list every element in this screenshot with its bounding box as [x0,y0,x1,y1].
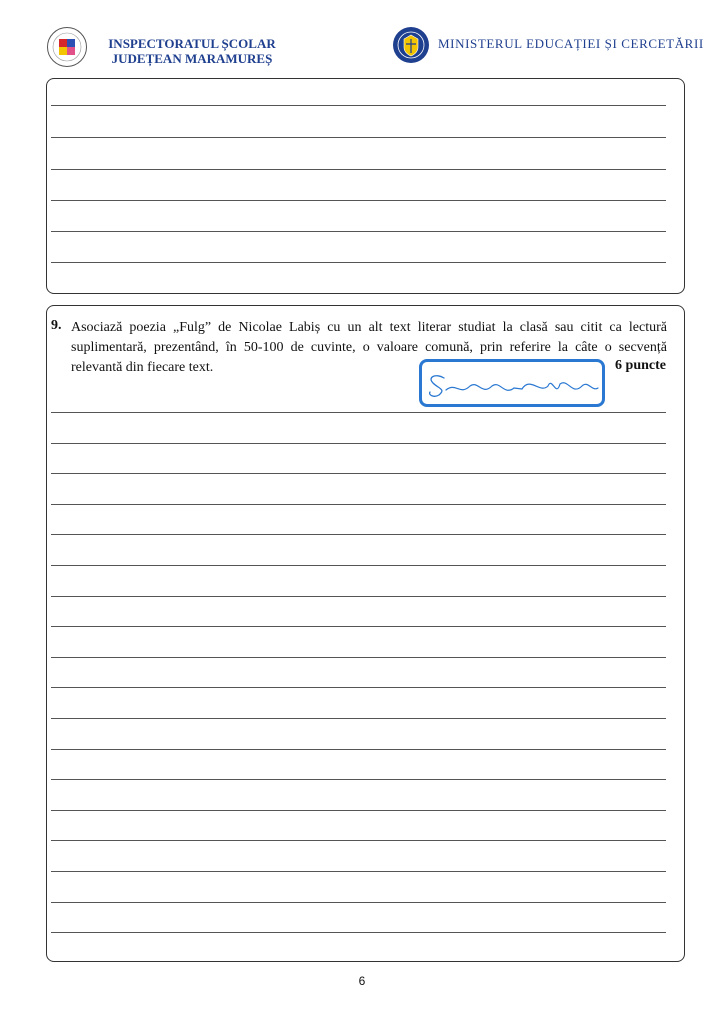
isj-title-line2: JUDEȚEAN MARAMUREȘ [111,51,273,66]
answer-line[interactable] [51,749,666,750]
continued-answer-box [46,78,685,294]
answer-line[interactable] [51,932,666,933]
answer-line[interactable] [51,565,666,566]
answer-line[interactable] [51,871,666,872]
ministry-coat-of-arms-logo [392,26,430,64]
answer-line[interactable] [51,779,666,780]
answer-line[interactable] [51,902,666,903]
ministry-title: MINISTERUL EDUCAȚIEI ȘI CERCETĂRII [438,36,704,51]
answer-line[interactable] [51,810,666,811]
question-number: 9. [51,318,62,333]
question-text: Asociază poezia „Fulg” de Nicolae Labiș cu un alt text literar studiat la clasă sau citit ca lectură suplimentară, prezentând, în 50-100 de cuvinte, o valoare comună, prin referire la câte o secvență relevantă din fiecare text. [71,320,667,375]
answer-line[interactable] [51,596,666,597]
question-points: 6 puncte [615,358,666,373]
answer-line[interactable] [51,105,666,106]
watermark-handwritten-text [422,362,602,404]
answer-line[interactable] [51,718,666,719]
answer-line[interactable] [51,200,666,201]
answer-line[interactable] [51,626,666,627]
answer-line[interactable] [51,473,666,474]
page-number: 6 [358,974,366,988]
answer-line[interactable] [51,137,666,138]
answer-line[interactable] [51,169,666,170]
answer-line[interactable] [51,262,666,263]
answer-line[interactable] [51,657,666,658]
answer-line[interactable] [51,687,666,688]
question-9-box [46,305,685,962]
answer-line[interactable] [51,504,666,505]
answer-line[interactable] [51,412,666,413]
answer-line[interactable] [51,534,666,535]
watermark-stamp [419,359,605,407]
page-header [0,0,724,80]
isj-title [92,36,292,66]
answer-line[interactable] [51,231,666,232]
isj-maramures-logo [46,26,88,68]
isj-title-line1: INSPECTORATUL ȘCOLAR [108,36,276,51]
answer-line[interactable] [51,840,666,841]
answer-line[interactable] [51,443,666,444]
